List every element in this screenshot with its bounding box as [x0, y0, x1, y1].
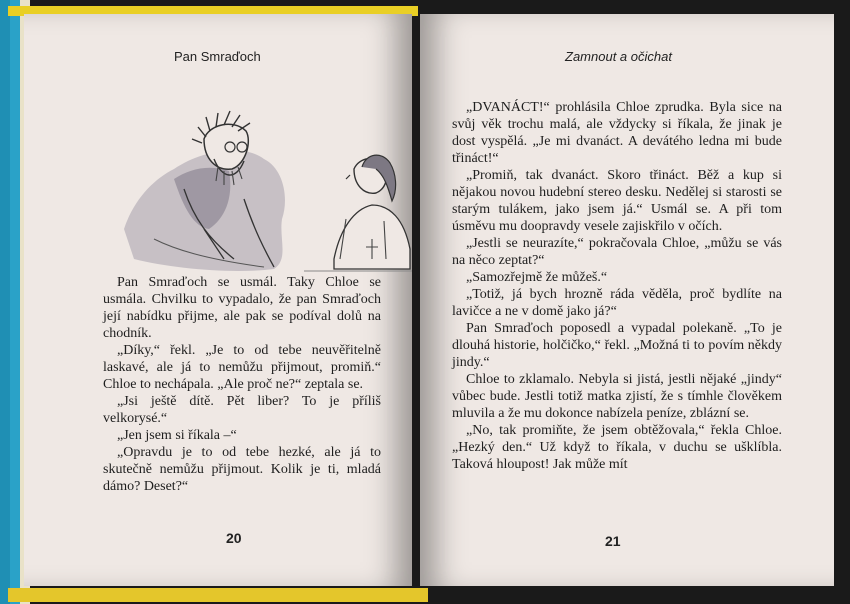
paragraph: „Jen jsem si říkala –“ [117, 428, 237, 443]
paragraph: „Totiž, já bych hrozně ráda věděla, proč bydlíte na lavičce a ne v domě jako já?“ [452, 287, 782, 319]
paragraph: „Promiň, tak dvanáct. Skoro třináct. Běž a kup si nějakou novou hudební stereo desku. Nedělej si starosti se starým tulákem, jako jsem já.“ Usmál se. A při tom úsměvu mu doopravdy vesele zajiskřilo v očích. [452, 168, 782, 234]
right-page [420, 14, 834, 586]
left-page [24, 14, 412, 586]
right-body-text [452, 99, 782, 473]
paragraph: „Díky,“ řekl. „Je to od tebe neuvěřitelně laskavé, ale já to nemůžu přijmout, promiň.“ Chloe to nechápala. „Ale proč ne?“ zeptala se. [103, 343, 381, 392]
paragraph: „Jestli se neurazíte,“ pokračovala Chloe, „můžu se vás na něco zeptat?“ [452, 236, 782, 268]
left-running-head: Pan Smraďoch [174, 49, 261, 64]
paragraph: Pan Smraďoch poposedl a vypadal polekaně. „To je dlouhá historie, holčičko,“ řekl. „Možná ti to povím někdy jindy.“ [452, 321, 782, 370]
paragraph: „Samozřejmě že můžeš.“ [466, 270, 608, 285]
paragraph: Pan Smraďoch se usmál. Taky Chloe se usmála. Chvilku to vypadalo, že pan Smraďoch její nabídku přijme, ale pak se podíval dolů na chodník. [103, 275, 381, 341]
right-page-number: 21 [605, 533, 621, 549]
paragraph: „DVANÁCT!“ prohlásila Chloe zprudka. Byla sice na svůj věk trochu malá, ale vždycky si říkala, že jinak je dost vyspělá. „Je mi dvanáct. A devátého ledna mi bude třináct!“ [452, 100, 782, 166]
paragraph: „Jsi ještě dítě. Pět liber? To je příliš velkorysé.“ [103, 394, 381, 426]
illustration-man-and-girl [114, 109, 412, 279]
cover-yellow-strip-bottom [8, 588, 428, 602]
right-running-head: Zamnout a očichat [565, 49, 672, 64]
paragraph: „No, tak promiňte, že jsem obtěžovala,“ řekla Chloe. „Hezký den.“ Už když to říkala, v duchu se ušklíbla. Taková hloupost! Jak může mít [452, 423, 782, 472]
left-page-number: 20 [226, 530, 242, 546]
paragraph: Chloe to zklamalo. Nebyla si jistá, jestli nějaké „jindy“ vůbec bude. Jestli totiž matka zjistí, že s tímhle člověkem mluvila a že mu dokonce nabízela peníze, zblázní se. [452, 372, 782, 421]
left-body-text [103, 274, 381, 495]
paragraph: „Opravdu je to od tebe hezké, ale já to skutečně nemůžu přijmout. Kolik je ti, mladá dámo? Deset?“ [103, 445, 381, 494]
